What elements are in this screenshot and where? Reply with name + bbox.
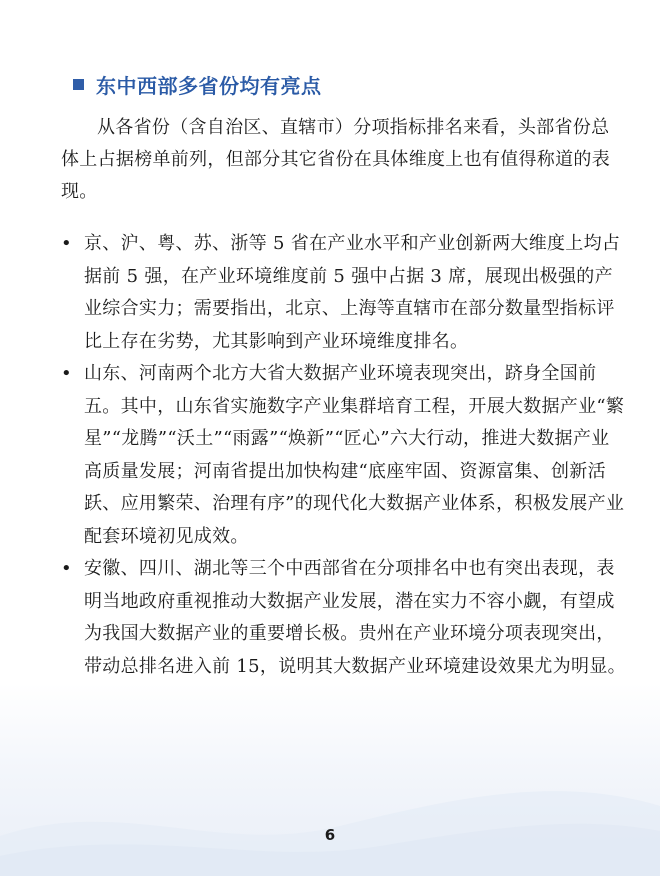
heading-square-icon [73,79,84,90]
bullet-text: 安徽、四川、湖北等三个中西部省在分项排名中也有突出表现，表明当地政府重视推动大数据产业发展，潜在实力不容小觑，有望成为我国大数据产业的重要增长极。贵州在产业环境分项表现突出，带动总排名进入前 15，说明其大数据产业环境建设效果尤为明显。 [84,558,626,677]
section-title: 东中西部多省份均有亮点 [96,74,322,98]
bullet-item [61,553,627,683]
decorative-wave [0,716,660,876]
page-number: 6 [324,826,336,844]
bullet-item [61,358,627,553]
bullet-text: 京、沪、粤、苏、浙等 5 省在产业水平和产业创新两大维度上均占据前 5 强，在产业环境维度前 5 强中占据 3 席，展现出极强的产业综合实力；需要指出，北京、上海等直辖市在部分数量型指标评比上存在劣势，尤其影响到产业环境维度排名。 [84,233,621,352]
intro-paragraph: 从各省份（含自治区、直辖市）分项指标排名来看，头部省份总体上占据榜单前列，但部分其它省份在具体维度上也有值得称道的表现。 [61,117,610,202]
bullet-list [61,228,627,683]
bullet-text: 山东、河南两个北方大省大数据产业环境表现突出，跻身全国前五。其中，山东省实施数字产业集群培育工程，开展大数据产业“繁星”“龙腾”“沃土”“雨露”“焕新”“匠心”六大行动，推进大数据产业高质量发展；河南省提出加快构建“底座牢固、资源富集、创新活跃、应用繁荣、治理有序”的现代化大数据产业体系，积极发展产业配套环境初见成效。 [84,363,625,547]
bullet-dot-icon: • [61,233,72,254]
bullet-item [61,228,627,358]
bullet-dot-icon: • [61,363,72,384]
bullet-dot-icon: • [61,558,72,579]
section-heading [73,70,322,99]
